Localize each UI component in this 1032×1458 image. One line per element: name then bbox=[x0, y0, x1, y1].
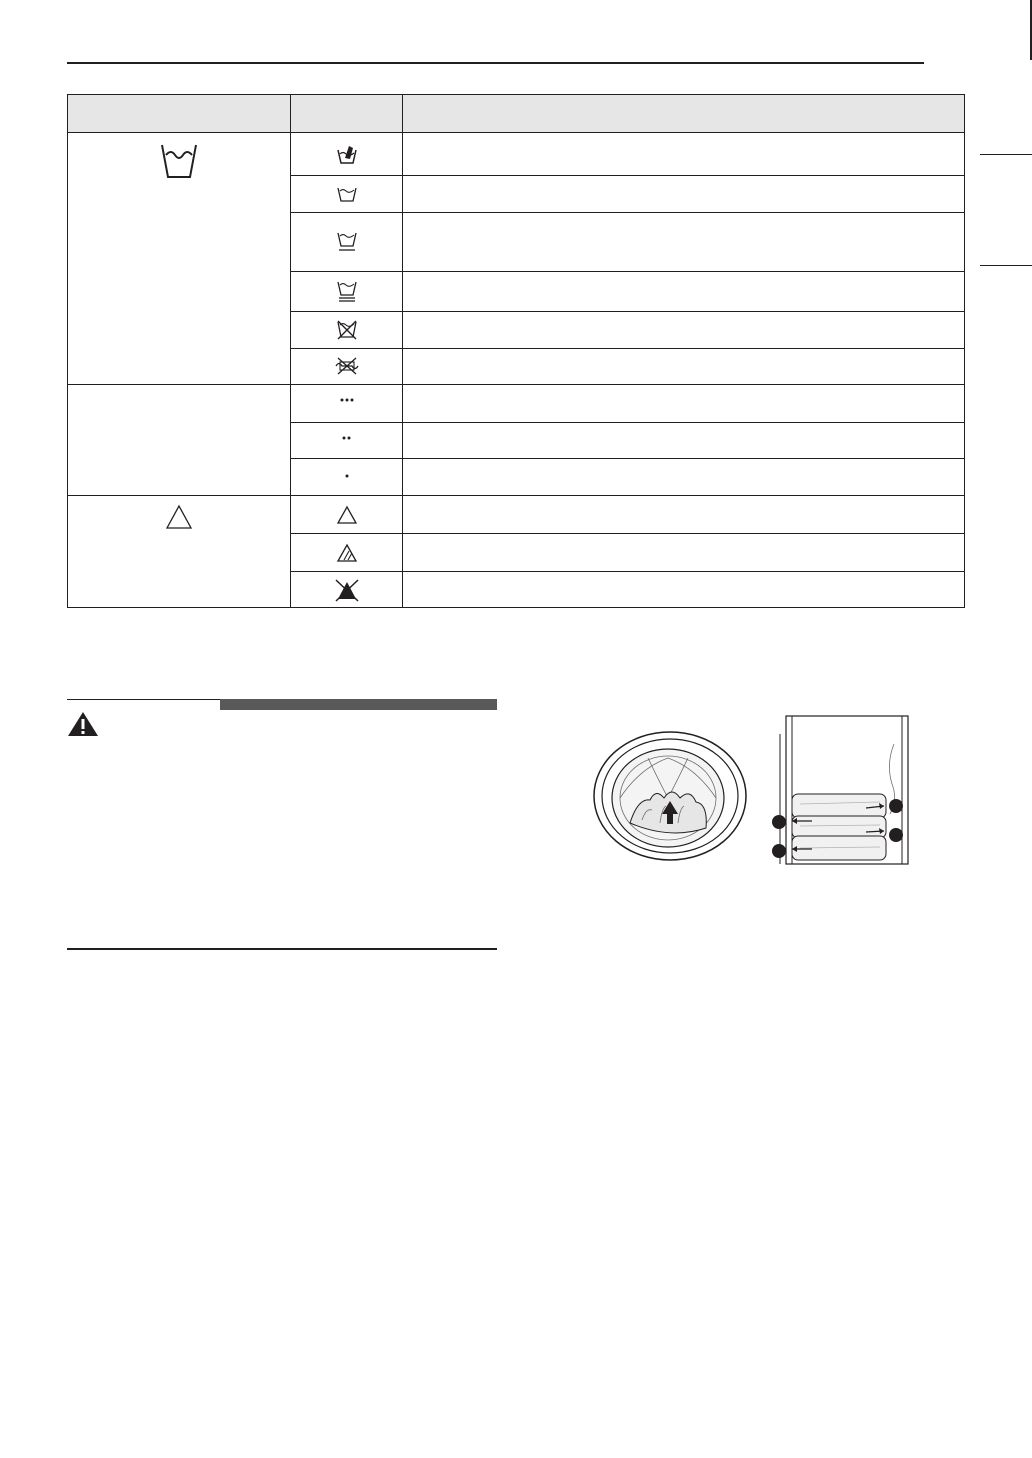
warning-bottom-rule bbox=[67, 948, 497, 950]
row-description bbox=[403, 459, 965, 496]
table-header-row bbox=[68, 95, 965, 133]
table-row bbox=[68, 496, 965, 534]
table-row bbox=[68, 385, 965, 423]
wash-tub-icon bbox=[158, 141, 200, 181]
top-rule bbox=[67, 62, 924, 64]
wash-normal-icon bbox=[336, 185, 358, 203]
temperature-hot-icon bbox=[339, 397, 355, 403]
warning-header-bar bbox=[220, 699, 497, 710]
symbol-cell bbox=[291, 312, 403, 349]
row-description bbox=[403, 133, 965, 176]
washer-side-section-icon bbox=[770, 714, 912, 866]
side-tab-bottom-line bbox=[980, 265, 1032, 266]
symbol-cell bbox=[291, 349, 403, 385]
symbol-cell bbox=[291, 534, 403, 572]
col-header-description bbox=[403, 95, 965, 133]
bleach-triangle-icon bbox=[165, 504, 193, 530]
symbol-cell bbox=[291, 572, 403, 608]
washer-drum-front-icon bbox=[590, 728, 750, 864]
symbol-cell bbox=[291, 133, 403, 176]
side-tab-top-line bbox=[980, 154, 1032, 155]
row-description bbox=[403, 534, 965, 572]
wash-gentle-icon bbox=[336, 280, 358, 304]
wash-permanent-press-icon bbox=[336, 231, 358, 253]
col-header-symbol bbox=[291, 95, 403, 133]
category-temperature bbox=[68, 385, 291, 496]
do-not-wash-icon bbox=[336, 320, 358, 340]
symbol-cell bbox=[291, 459, 403, 496]
do-not-bleach-icon bbox=[333, 578, 361, 602]
temperature-cold-icon bbox=[344, 473, 350, 479]
category-washing bbox=[68, 133, 291, 385]
row-description bbox=[403, 385, 965, 423]
row-description bbox=[403, 349, 965, 385]
temperature-warm-icon bbox=[341, 435, 352, 441]
symbol-cell bbox=[291, 423, 403, 459]
do-not-wring-icon bbox=[334, 357, 360, 375]
non-chlorine-bleach-icon bbox=[336, 543, 358, 563]
warning-triangle-icon bbox=[67, 711, 99, 737]
row-description bbox=[403, 213, 965, 272]
care-label-table bbox=[67, 94, 965, 608]
row-description bbox=[403, 496, 965, 534]
symbol-cell bbox=[291, 272, 403, 312]
col-header-category bbox=[68, 95, 291, 133]
any-bleach-icon bbox=[336, 505, 358, 525]
symbol-cell bbox=[291, 496, 403, 534]
hand-wash-icon bbox=[335, 142, 359, 166]
row-description bbox=[403, 312, 965, 349]
row-description bbox=[403, 176, 965, 213]
warning-box bbox=[67, 699, 497, 951]
symbol-cell bbox=[291, 176, 403, 213]
category-bleach bbox=[68, 496, 291, 608]
row-description bbox=[403, 572, 965, 608]
symbol-cell bbox=[291, 213, 403, 272]
symbol-cell bbox=[291, 385, 403, 423]
row-description bbox=[403, 272, 965, 312]
table-row bbox=[68, 133, 965, 176]
row-description bbox=[403, 423, 965, 459]
